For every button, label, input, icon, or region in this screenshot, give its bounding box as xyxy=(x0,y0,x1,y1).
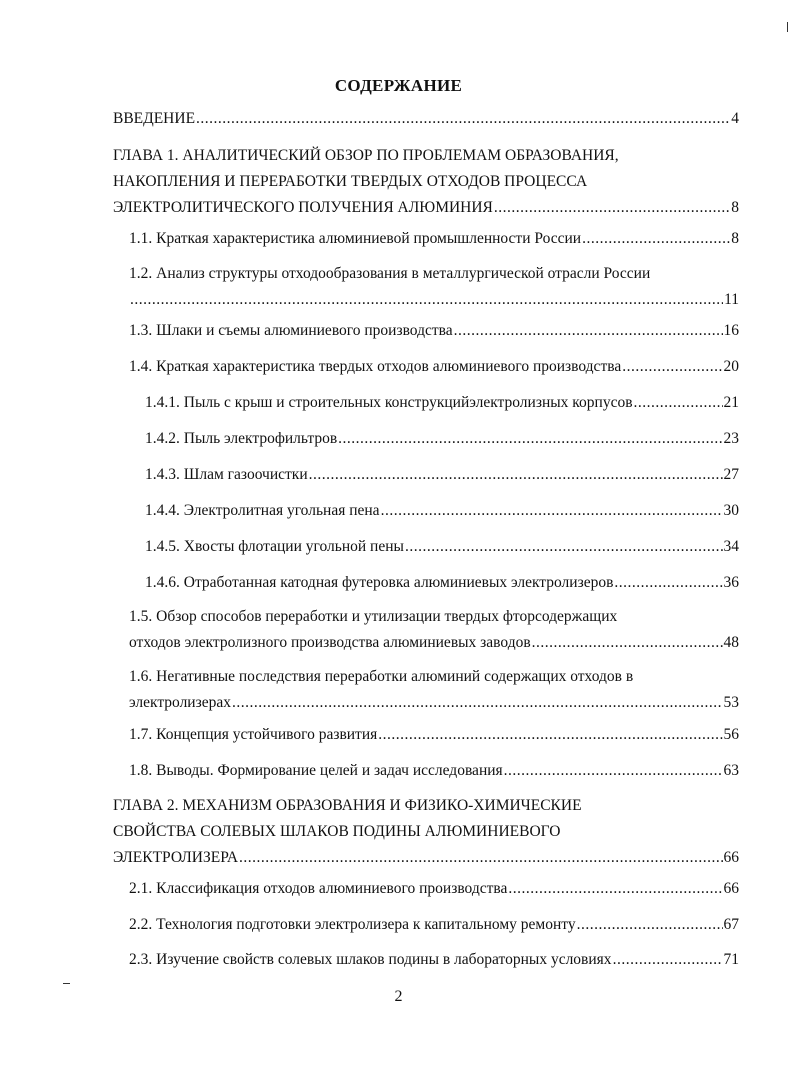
toc-entry-text: отходов электролизного производства алюминиевых заводов xyxy=(129,634,531,651)
toc-entry-line: 1.5. Обзор способов переработки и утилизации твердых фторсодержащих xyxy=(129,608,618,625)
leader-dots xyxy=(508,876,722,902)
toc-entry-text: 1.4.1. Пыль с крыш и строительных конструкцийэлектролизных корпусов xyxy=(145,394,633,411)
toc-entry-line: ГЛАВА 2. МЕХАНИЗМ ОБРАЗОВАНИЯ И ФИЗИКО-ХИМИЧЕСКИЕ xyxy=(113,797,582,814)
toc-entry-text: 2.2. Технология подготовки электролизера к капитальному ремонту xyxy=(129,916,576,933)
toc-page-number: 16 xyxy=(723,322,739,339)
toc-entry-line: 1.2. Анализ структуры отходообразования в металлургической отрасли России xyxy=(129,265,651,282)
toc-page-number: 63 xyxy=(723,762,739,779)
toc-page-number: 20 xyxy=(723,358,739,375)
leader-dots xyxy=(381,498,723,524)
leader-dots xyxy=(582,226,730,252)
toc-entry-1-3 xyxy=(129,318,739,344)
leader-dots xyxy=(405,534,723,560)
toc-page-number: 21 xyxy=(723,394,739,411)
toc-entry-1-6 xyxy=(129,664,739,716)
leader-dots xyxy=(634,390,723,416)
toc-page-number: 53 xyxy=(723,694,739,711)
toc-entry-line: НАКОПЛЕНИЯ И ПЕРЕРАБОТКИ ТВЕРДЫХ ОТХОДОВ ПРОЦЕССА xyxy=(113,173,588,190)
toc-entry-2-2 xyxy=(129,912,739,938)
toc-page-number: 34 xyxy=(723,538,739,555)
toc-entry-2-3 xyxy=(129,947,739,973)
toc-page-number: 4 xyxy=(731,110,739,127)
toc-page-number: 56 xyxy=(723,726,739,743)
toc-entry-1-4-6 xyxy=(145,570,739,596)
toc-entry-text: 1.8. Выводы. Формирование целей и задач исследования xyxy=(129,762,503,779)
leader-dots xyxy=(338,426,722,452)
toc-entry-1-4-3 xyxy=(145,462,739,488)
toc-entry-text: 1.4. Краткая характеристика твердых отходов алюминиевого производства xyxy=(129,358,622,375)
leader-dots xyxy=(494,195,730,221)
leader-dots xyxy=(622,354,722,380)
leader-dots xyxy=(232,690,723,716)
toc-entry-1-4-5 xyxy=(145,534,739,560)
toc-entry-text: 1.4.2. Пыль электрофильтров xyxy=(145,430,338,447)
toc-entry-text: ЭЛЕКТРОЛИТИЧЕСКОГО ПОЛУЧЕНИЯ АЛЮМИНИЯ xyxy=(113,199,493,216)
toc-page-number: 30 xyxy=(723,502,739,519)
toc-entry-1-4 xyxy=(129,354,739,380)
toc-page-number: 67 xyxy=(723,916,739,933)
toc-entry-line: 1.6. Негативные последствия переработки алюминий содержащих отходов в xyxy=(129,668,634,685)
toc-page-number: 48 xyxy=(723,634,739,651)
leader-dots xyxy=(504,758,723,784)
toc-entry-1-7 xyxy=(129,722,739,748)
toc-entry-text: ВВЕДЕНИЕ xyxy=(113,110,196,127)
toc-page-number: 66 xyxy=(723,849,739,866)
toc-title: СОДЕРЖАНИЕ xyxy=(334,76,463,95)
toc-page-number: 8 xyxy=(731,199,739,216)
toc-entry-1-4-1 xyxy=(145,390,739,416)
toc-page-number: 36 xyxy=(723,574,739,591)
toc-entry-1-1 xyxy=(129,226,739,252)
toc-entry-1-4-2 xyxy=(145,426,739,452)
toc-entry-text: ЭЛЕКТРОЛИЗЕРА xyxy=(113,849,239,866)
toc-entry-introduction xyxy=(113,106,739,132)
leader-dots xyxy=(532,630,723,656)
toc-entry-chapter-2 xyxy=(113,793,739,871)
leader-dots xyxy=(239,845,722,871)
toc-entry-text: 1.4.4. Электролитная угольная пена xyxy=(145,502,380,519)
toc-page-number: 23 xyxy=(723,430,739,447)
leader-dots xyxy=(309,462,723,488)
leader-dots xyxy=(130,287,723,313)
toc-entry-text: 1.4.3. Шлам газоочистки xyxy=(145,466,308,483)
toc-entry-text: 1.1. Краткая характеристика алюминиевой промышленности России xyxy=(129,230,582,247)
leader-dots xyxy=(378,722,722,748)
leader-dots xyxy=(196,106,730,132)
toc-page-number: 71 xyxy=(723,951,739,968)
leader-dots xyxy=(454,318,723,344)
toc-entry-1-8 xyxy=(129,758,739,784)
toc-entry-text: электролизерах xyxy=(129,694,231,711)
scan-artifact-mark xyxy=(63,983,70,984)
page-number: 2 xyxy=(394,988,403,1005)
toc-entry-text: 1.7. Концепция устойчивого развития xyxy=(129,726,378,743)
toc-entry-text: 1.4.5. Хвосты флотации угольной пены xyxy=(145,538,404,555)
toc-page-number: 8 xyxy=(731,230,739,247)
leader-dots xyxy=(613,947,723,973)
toc-entry-1-5 xyxy=(129,604,739,656)
toc-entry-text: 1.4.6. Отработанная катодная футеровка алюминиевых электролизеров xyxy=(145,574,614,591)
leader-dots xyxy=(614,570,722,596)
toc-entry-line: СВОЙСТВА СОЛЕВЫХ ШЛАКОВ ПОДИНЫ АЛЮМИНИЕВОГО xyxy=(113,823,561,840)
toc-entry-chapter-1 xyxy=(113,143,739,221)
toc-page-number: 66 xyxy=(723,880,739,897)
scan-artifact-mark xyxy=(787,22,788,32)
toc-entry-text: 2.3. Изучение свойств солевых шлаков подины в лабораторных условиях xyxy=(129,951,612,968)
toc-entry-2-1 xyxy=(129,876,739,902)
toc-entry-1-4-4 xyxy=(145,498,739,524)
toc-page-number: 27 xyxy=(723,466,739,483)
leader-dots xyxy=(577,912,723,938)
toc-entry-line: ГЛАВА 1. АНАЛИТИЧЕСКИЙ ОБЗОР ПО ПРОБЛЕМАМ ОБРАЗОВАНИЯ, xyxy=(113,147,619,164)
toc-page-number: 11 xyxy=(724,291,739,308)
toc-entry-text: 1.3. Шлаки и съемы алюминиевого производства xyxy=(129,322,453,339)
toc-entry-1-2 xyxy=(129,261,739,313)
toc-entry-text: 2.1. Классификация отходов алюминиевого производства xyxy=(129,880,508,897)
